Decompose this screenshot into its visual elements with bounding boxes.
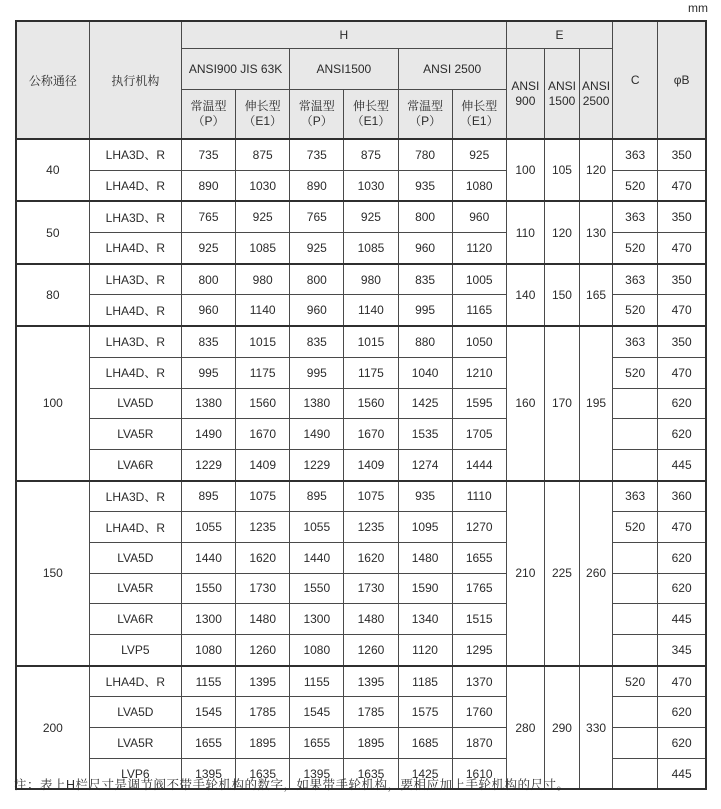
- h-value-cell: 1155: [290, 666, 344, 697]
- phib-value-cell: 620: [658, 388, 706, 419]
- h-value-cell: 800: [290, 264, 344, 295]
- type-name: 伸长型: [352, 99, 389, 113]
- col-header-actuator: 执行机构: [89, 21, 181, 139]
- actuator-cell: LHA3D、R: [89, 481, 181, 512]
- e-value-cell: 260: [580, 481, 613, 666]
- h-value-cell: 1785: [236, 697, 290, 728]
- h-value-cell: 1395: [236, 666, 290, 697]
- h-value-cell: 1610: [452, 758, 506, 789]
- type-name: 伸长型: [461, 99, 498, 113]
- h-value-cell: 1210: [452, 357, 506, 388]
- c-value-cell: [613, 542, 658, 573]
- phib-value-cell: 350: [658, 201, 706, 232]
- actuator-cell: LVA6R: [89, 449, 181, 480]
- h-value-cell: 1870: [452, 728, 506, 759]
- h-value-cell: 925: [181, 233, 235, 264]
- h-value-cell: 1425: [398, 388, 452, 419]
- footnote: 注：表上H栏尺寸是调节阀不带手轮机构的数字，如果带手轮机构，要相应加上手轮机构的尺寸。: [14, 778, 570, 792]
- h-value-cell: 960: [290, 295, 344, 326]
- h-value-cell: 960: [181, 295, 235, 326]
- h-value-cell: 1590: [398, 573, 452, 604]
- actuator-cell: LHA3D、R: [89, 264, 181, 295]
- h-value-cell: 1085: [236, 233, 290, 264]
- col-header-phi-b: φB: [658, 21, 706, 139]
- subhead-ansi1500: ANSI1500: [290, 49, 398, 90]
- type-code: （P）: [192, 114, 225, 128]
- h-value-cell: 1340: [398, 604, 452, 635]
- h-value-cell: 880: [398, 326, 452, 357]
- h-value-cell: 1730: [344, 573, 398, 604]
- h-value-cell: 1895: [344, 728, 398, 759]
- c-value-cell: 520: [613, 666, 658, 697]
- c-value-cell: 520: [613, 233, 658, 264]
- h-value-cell: 1015: [236, 326, 290, 357]
- e-value-cell: 105: [544, 139, 579, 201]
- h-value-cell: 1075: [236, 481, 290, 512]
- table-row: [16, 139, 706, 170]
- e-value-cell: 195: [580, 326, 613, 480]
- phib-value-cell: 350: [658, 264, 706, 295]
- h-value-cell: 1055: [290, 512, 344, 543]
- e-value-cell: 120: [544, 201, 579, 263]
- phib-value-cell: 470: [658, 170, 706, 201]
- c-value-cell: [613, 604, 658, 635]
- h-value-cell: 1050: [452, 326, 506, 357]
- h-value-cell: 735: [181, 139, 235, 170]
- phib-value-cell: 620: [658, 419, 706, 450]
- c-value-cell: [613, 635, 658, 666]
- actuator-cell: LHA4D、R: [89, 170, 181, 201]
- h-value-cell: 835: [398, 264, 452, 295]
- h-value-cell: 925: [236, 201, 290, 232]
- h-value-cell: 1480: [236, 604, 290, 635]
- h-value-cell: 1229: [290, 449, 344, 480]
- h-value-cell: 1380: [290, 388, 344, 419]
- actuator-cell: LHA4D、R: [89, 666, 181, 697]
- c-value-cell: [613, 728, 658, 759]
- actuator-cell: LVA5R: [89, 573, 181, 604]
- phib-value-cell: 470: [658, 233, 706, 264]
- phib-value-cell: 470: [658, 357, 706, 388]
- h-value-cell: 1395: [181, 758, 235, 789]
- h-value-cell: 1380: [181, 388, 235, 419]
- h-value-cell: 1705: [452, 419, 506, 450]
- actuator-cell: LHA3D、R: [89, 201, 181, 232]
- e-subhead-ansi1500: [544, 49, 579, 140]
- type-code: （P）: [300, 114, 333, 128]
- h-value-cell: 1730: [236, 573, 290, 604]
- diameter-cell: 100: [16, 326, 89, 480]
- type-head-extended-2: [344, 90, 398, 140]
- phib-value-cell: 470: [658, 512, 706, 543]
- e-value-cell: 160: [506, 326, 544, 480]
- h-value-cell: 1165: [452, 295, 506, 326]
- col-group-h: H: [181, 21, 506, 49]
- h-value-cell: 1760: [452, 697, 506, 728]
- actuator-cell: LVP6: [89, 758, 181, 789]
- e-value-cell: 120: [580, 139, 613, 201]
- c-value-cell: 363: [613, 201, 658, 232]
- h-value-cell: 1670: [236, 419, 290, 450]
- h-value-cell: 1409: [236, 449, 290, 480]
- c-value-cell: 520: [613, 295, 658, 326]
- h-value-cell: 1235: [236, 512, 290, 543]
- h-value-cell: 1080: [290, 635, 344, 666]
- h-value-cell: 1235: [344, 512, 398, 543]
- c-value-cell: 363: [613, 139, 658, 170]
- actuator-cell: LHA4D、R: [89, 357, 181, 388]
- unit-label: mm: [688, 1, 708, 15]
- h-value-cell: 1655: [452, 542, 506, 573]
- h-value-cell: 1075: [344, 481, 398, 512]
- phib-value-cell: 470: [658, 666, 706, 697]
- c-value-cell: 363: [613, 326, 658, 357]
- h-value-cell: 780: [398, 139, 452, 170]
- h-value-cell: 800: [398, 201, 452, 232]
- e-value-cell: 170: [544, 326, 579, 480]
- table-row: [16, 481, 706, 512]
- e-subhead-ansi1500-line2: 1500: [548, 93, 576, 108]
- diameter-cell: 50: [16, 201, 89, 263]
- h-value-cell: 1185: [398, 666, 452, 697]
- phib-value-cell: 470: [658, 295, 706, 326]
- actuator-cell: LHA4D、R: [89, 295, 181, 326]
- diameter-cell: 200: [16, 666, 89, 790]
- h-value-cell: 995: [398, 295, 452, 326]
- c-value-cell: [613, 419, 658, 450]
- actuator-cell: LVA5D: [89, 542, 181, 573]
- phib-value-cell: 620: [658, 697, 706, 728]
- h-value-cell: 735: [290, 139, 344, 170]
- h-value-cell: 1055: [181, 512, 235, 543]
- subhead-ansi900-jis63k: ANSI900 JIS 63K: [181, 49, 289, 90]
- actuator-cell: LVA5R: [89, 728, 181, 759]
- e-subhead-ansi1500-line1: ANSI: [547, 78, 576, 93]
- c-value-cell: [613, 573, 658, 604]
- e-subhead-ansi2500: [580, 49, 613, 140]
- diameter-cell: 80: [16, 264, 89, 326]
- e-value-cell: 110: [506, 201, 544, 263]
- e-value-cell: 150: [544, 264, 579, 326]
- h-value-cell: 1550: [181, 573, 235, 604]
- actuator-cell: LVA5D: [89, 388, 181, 419]
- type-name: 常温型: [298, 99, 335, 113]
- h-value-cell: 1270: [452, 512, 506, 543]
- type-head-normal-1: [181, 90, 235, 140]
- h-value-cell: 1670: [344, 419, 398, 450]
- h-value-cell: 1395: [344, 666, 398, 697]
- phib-value-cell: 620: [658, 573, 706, 604]
- h-value-cell: 895: [290, 481, 344, 512]
- h-value-cell: 895: [181, 481, 235, 512]
- e-value-cell: 330: [580, 666, 613, 790]
- col-header-diameter: 公称通径: [16, 21, 89, 139]
- h-value-cell: 980: [236, 264, 290, 295]
- h-value-cell: 1110: [452, 481, 506, 512]
- table-body: [16, 139, 706, 789]
- c-value-cell: 520: [613, 357, 658, 388]
- h-value-cell: 765: [181, 201, 235, 232]
- h-value-cell: 960: [452, 201, 506, 232]
- h-value-cell: 1120: [398, 635, 452, 666]
- type-code: （E1）: [459, 114, 499, 128]
- e-value-cell: 210: [506, 481, 544, 666]
- h-value-cell: 1620: [236, 542, 290, 573]
- type-code: （E1）: [243, 114, 282, 128]
- e-subhead-ansi900-line2: 900: [515, 93, 536, 108]
- h-value-cell: 1080: [181, 635, 235, 666]
- h-value-cell: 1490: [181, 419, 235, 450]
- actuator-cell: LHA4D、R: [89, 512, 181, 543]
- phib-value-cell: 445: [658, 449, 706, 480]
- phib-value-cell: 360: [658, 481, 706, 512]
- h-value-cell: 1685: [398, 728, 452, 759]
- diameter-cell: 150: [16, 481, 89, 666]
- h-value-cell: 1040: [398, 357, 452, 388]
- h-value-cell: 995: [181, 357, 235, 388]
- h-value-cell: 1545: [290, 697, 344, 728]
- c-value-cell: [613, 388, 658, 419]
- c-value-cell: [613, 449, 658, 480]
- actuator-cell: LHA3D、R: [89, 326, 181, 357]
- e-value-cell: 165: [580, 264, 613, 326]
- h-value-cell: 1480: [398, 542, 452, 573]
- phib-value-cell: 445: [658, 604, 706, 635]
- h-value-cell: 1140: [236, 295, 290, 326]
- h-value-cell: 1260: [236, 635, 290, 666]
- actuator-cell: LVA5R: [89, 419, 181, 450]
- h-value-cell: 935: [398, 481, 452, 512]
- e-value-cell: 280: [506, 666, 544, 790]
- table-row: [16, 326, 706, 357]
- type-head-extended-1: [236, 90, 290, 140]
- h-value-cell: 835: [290, 326, 344, 357]
- subhead-ansi2500: ANSI 2500: [398, 49, 506, 90]
- col-header-c: C: [613, 21, 658, 139]
- h-value-cell: 1440: [290, 542, 344, 573]
- c-value-cell: [613, 697, 658, 728]
- table-row: [16, 666, 706, 697]
- h-value-cell: 1635: [344, 758, 398, 789]
- h-value-cell: 1140: [344, 295, 398, 326]
- h-value-cell: 925: [344, 201, 398, 232]
- c-value-cell: 520: [613, 512, 658, 543]
- h-value-cell: 1229: [181, 449, 235, 480]
- type-name: 伸长型: [244, 99, 281, 113]
- phib-value-cell: 350: [658, 326, 706, 357]
- actuator-cell: LHA4D、R: [89, 233, 181, 264]
- type-head-extended-3: [452, 90, 506, 140]
- e-value-cell: 225: [544, 481, 579, 666]
- type-name: 常温型: [407, 99, 444, 113]
- actuator-cell: LHA3D、R: [89, 139, 181, 170]
- c-value-cell: 363: [613, 264, 658, 295]
- actuator-cell: LVA6R: [89, 604, 181, 635]
- h-value-cell: 1274: [398, 449, 452, 480]
- type-name: 常温型: [190, 99, 227, 113]
- h-value-cell: 935: [398, 170, 452, 201]
- h-value-cell: 1550: [290, 573, 344, 604]
- h-value-cell: 1030: [344, 170, 398, 201]
- h-value-cell: 1260: [344, 635, 398, 666]
- table-row: [16, 201, 706, 232]
- phib-value-cell: 620: [658, 542, 706, 573]
- phib-value-cell: 350: [658, 139, 706, 170]
- h-value-cell: 995: [290, 357, 344, 388]
- type-head-normal-2: [290, 90, 344, 140]
- type-code: （P）: [409, 114, 442, 128]
- e-value-cell: 290: [544, 666, 579, 790]
- e-subhead-ansi2500-line2: 2500: [582, 93, 610, 108]
- actuator-cell: LVA5D: [89, 697, 181, 728]
- diameter-cell: 40: [16, 139, 89, 201]
- c-value-cell: 363: [613, 481, 658, 512]
- h-value-cell: 890: [290, 170, 344, 201]
- h-value-cell: 1655: [290, 728, 344, 759]
- h-value-cell: 1490: [290, 419, 344, 450]
- h-value-cell: 1080: [452, 170, 506, 201]
- h-value-cell: 980: [344, 264, 398, 295]
- h-value-cell: 1370: [452, 666, 506, 697]
- phib-value-cell: 620: [658, 728, 706, 759]
- h-value-cell: 1560: [236, 388, 290, 419]
- h-value-cell: 1175: [236, 357, 290, 388]
- h-value-cell: 1545: [181, 697, 235, 728]
- h-value-cell: 1785: [344, 697, 398, 728]
- h-value-cell: 1765: [452, 573, 506, 604]
- header-row-1: [16, 21, 706, 49]
- h-value-cell: 1620: [344, 542, 398, 573]
- e-value-cell: 100: [506, 139, 544, 201]
- h-value-cell: 1300: [181, 604, 235, 635]
- e-subhead-ansi900: [506, 49, 544, 140]
- h-value-cell: 1425: [398, 758, 452, 789]
- e-subhead-ansi900-line1: ANSI: [511, 78, 540, 93]
- h-value-cell: 1120: [452, 233, 506, 264]
- h-value-cell: 1155: [181, 666, 235, 697]
- col-group-e: E: [506, 21, 612, 49]
- h-value-cell: 1560: [344, 388, 398, 419]
- h-value-cell: 1535: [398, 419, 452, 450]
- h-value-cell: 1085: [344, 233, 398, 264]
- h-value-cell: 800: [181, 264, 235, 295]
- h-value-cell: 1595: [452, 388, 506, 419]
- table-row: [16, 264, 706, 295]
- e-subhead-ansi2500-line1: ANSI: [582, 78, 611, 93]
- h-value-cell: 765: [290, 201, 344, 232]
- type-head-normal-3: [398, 90, 452, 140]
- h-value-cell: 1575: [398, 697, 452, 728]
- valve-dimension-table: [15, 20, 707, 790]
- e-value-cell: 130: [580, 201, 613, 263]
- h-value-cell: 1300: [290, 604, 344, 635]
- h-value-cell: 890: [181, 170, 235, 201]
- h-value-cell: 925: [452, 139, 506, 170]
- c-value-cell: [613, 758, 658, 789]
- type-code: （E1）: [351, 114, 391, 128]
- h-value-cell: 1515: [452, 604, 506, 635]
- h-value-cell: 1635: [236, 758, 290, 789]
- h-value-cell: 835: [181, 326, 235, 357]
- h-value-cell: 1440: [181, 542, 235, 573]
- actuator-cell: LVP5: [89, 635, 181, 666]
- h-value-cell: 960: [398, 233, 452, 264]
- h-value-cell: 1395: [290, 758, 344, 789]
- h-value-cell: 1030: [236, 170, 290, 201]
- h-value-cell: 1444: [452, 449, 506, 480]
- h-value-cell: 875: [236, 139, 290, 170]
- c-value-cell: 520: [613, 170, 658, 201]
- e-value-cell: 140: [506, 264, 544, 326]
- h-value-cell: 1895: [236, 728, 290, 759]
- h-value-cell: 875: [344, 139, 398, 170]
- h-value-cell: 1295: [452, 635, 506, 666]
- h-value-cell: 1175: [344, 357, 398, 388]
- h-value-cell: 1409: [344, 449, 398, 480]
- h-value-cell: 925: [290, 233, 344, 264]
- h-value-cell: 1480: [344, 604, 398, 635]
- h-value-cell: 1655: [181, 728, 235, 759]
- h-value-cell: 1095: [398, 512, 452, 543]
- phib-value-cell: 445: [658, 758, 706, 789]
- h-value-cell: 1015: [344, 326, 398, 357]
- phib-value-cell: 345: [658, 635, 706, 666]
- h-value-cell: 1005: [452, 264, 506, 295]
